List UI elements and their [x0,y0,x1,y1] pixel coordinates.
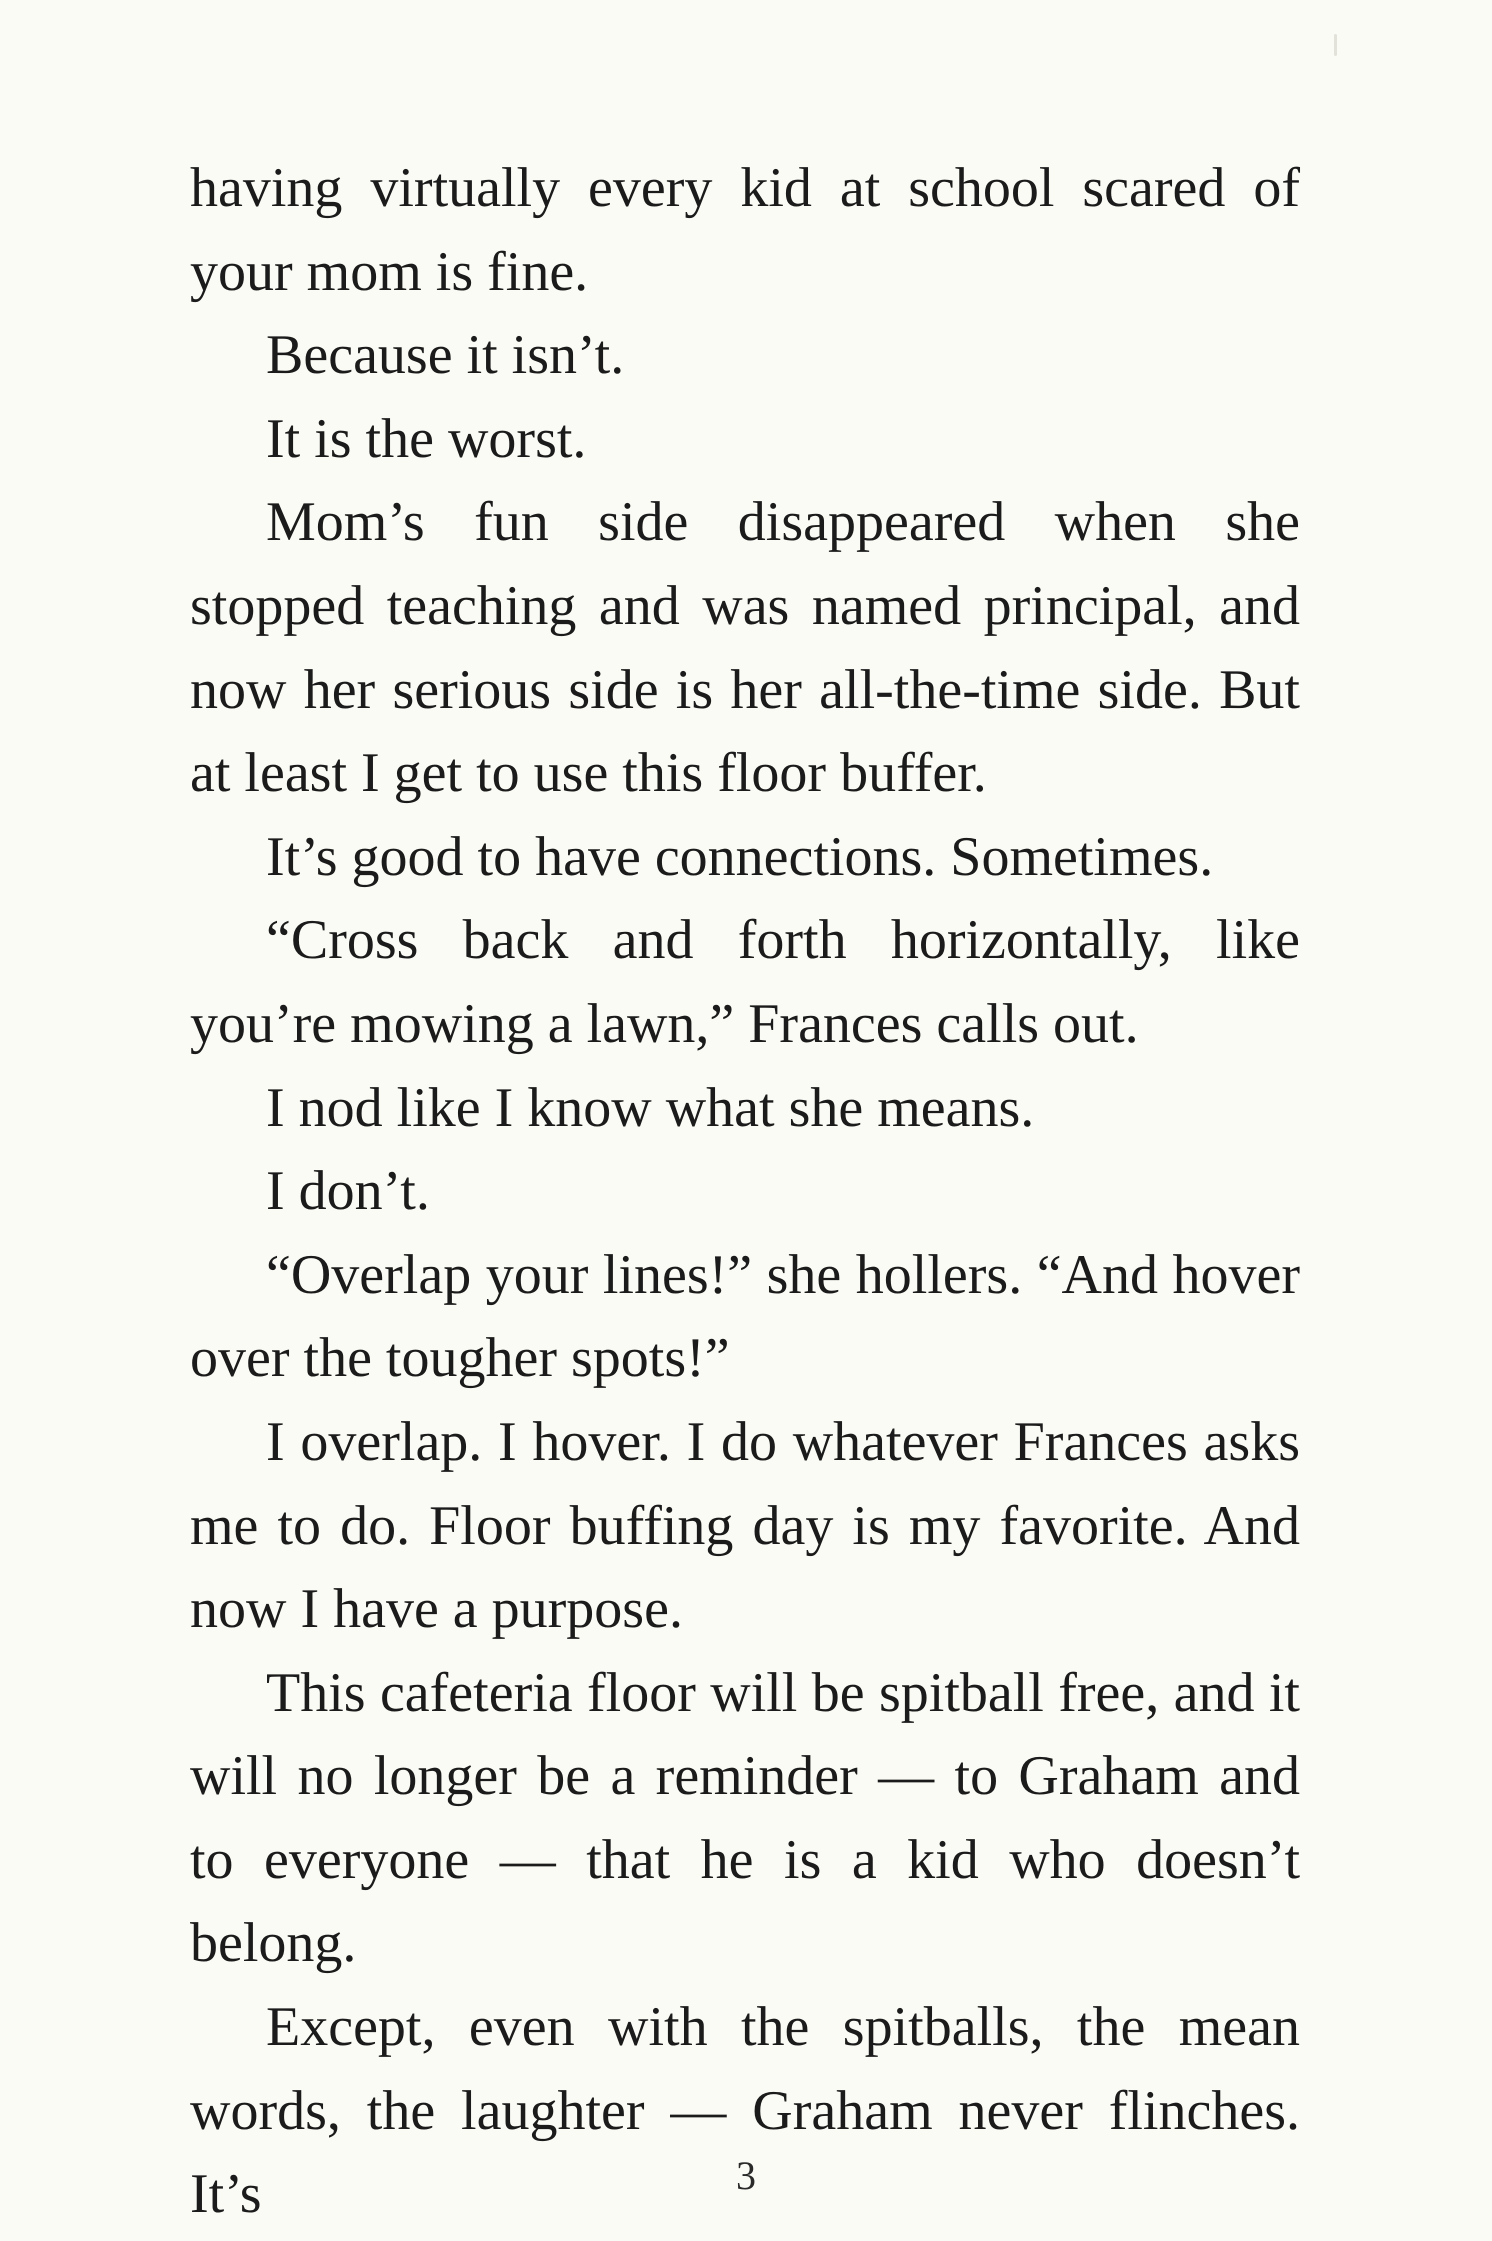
paragraph-2: Because it isn’t. [266,324,625,387]
paragraph-4: Mom’s fun side disappeared when she stopped teaching and was named principal, and now her serious side is her all-the-time side. But at least I get to use this floor buffer. [190,491,1300,805]
paragraph-9: “Overlap your lines!” she hollers. “And hover over the tougher spots!” [190,1243,1300,1390]
paragraph-7: I nod like I know what she means. [266,1076,1035,1139]
paragraph-8: I don’t. [266,1160,430,1223]
body-text [190,147,1300,2237]
paragraph-3: It is the worst. [266,407,587,470]
paragraph-1: having virtually every kid at school scared of your mom is fine. [190,157,1300,303]
paragraph-12: Except, even with the spitballs, the mean words, the laughter — Graham never flinches. It’s [190,1996,1300,2226]
paragraph-5: It’s good to have connections. Sometimes. [266,825,1214,888]
paragraph-6: “Cross back and forth horizontally, like you’re mowing a lawn,” Frances calls out. [190,909,1300,1055]
paragraph-10: I overlap. I hover. I do whatever Frances asks me to do. Floor buffing day is my favorite. And now I have a purpose. [190,1410,1300,1641]
page-number: 3 [736,2153,756,2198]
scan-speck [1334,34,1337,56]
paragraph-11: This cafeteria floor will be spitball free, and it will no longer be a reminder — to Graham and to everyone — that he is a kid who doesn’t belong. [190,1661,1300,1975]
